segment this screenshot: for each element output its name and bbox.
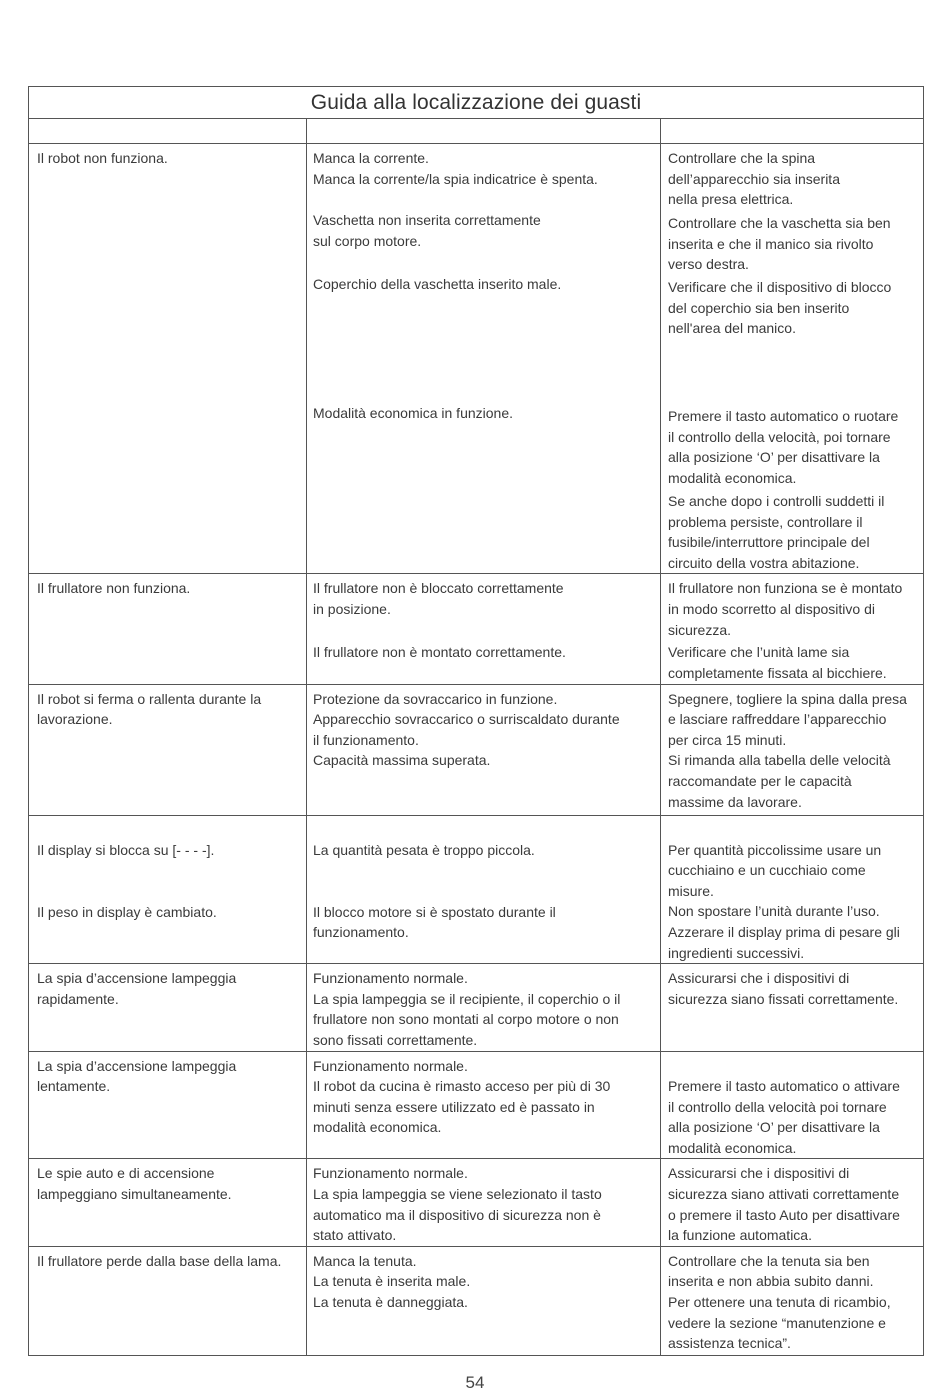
table-title: Guida alla localizzazione dei guasti bbox=[29, 87, 924, 119]
solution-cell bbox=[661, 144, 924, 574]
page-number: 54 bbox=[465, 1373, 485, 1392]
header-cell-solution bbox=[661, 119, 924, 144]
cause-text: Funzionamento normale. La spia lampeggia se viene selezionato il tasto automatico ma il dispositivo di sicurezza non è stato attivato. bbox=[313, 1165, 602, 1244]
header-cell-cause bbox=[307, 119, 661, 144]
solution-text: Non spostare l’unità durante l’uso. Azzerare il display prima di pesare gli ingredienti successivi. bbox=[668, 903, 900, 961]
cause-text: Il frullatore non è montato correttamente. bbox=[313, 644, 566, 661]
table-row bbox=[29, 684, 924, 815]
cause-text: Il blocco motore si è spostato durante il funzionamento. bbox=[313, 903, 556, 941]
cause-text: Coperchio della vaschetta inserito male. bbox=[313, 276, 562, 292]
problem-cell bbox=[29, 1051, 307, 1159]
cause-text: Funzionamento normale. La spia lampeggia se il recipiente, il coperchio o il frullatore non sono montati al corpo motore o non sono fissati correttamente. bbox=[313, 970, 621, 1048]
problem-cell bbox=[29, 964, 307, 1051]
table-row bbox=[29, 144, 924, 574]
problem-text: La spia d’accensione lampeggia rapidamente. bbox=[37, 970, 237, 1007]
cause-text: Funzionamento normale. Il robot da cucina è rimasto acceso per più di 30 minuti senza essere utilizzato ed è passato in modalità economica. bbox=[313, 1057, 611, 1136]
solution-cell bbox=[661, 574, 924, 684]
problem-cell bbox=[29, 1246, 307, 1355]
solution-cell bbox=[661, 1159, 924, 1246]
cause-text: La quantità pesata è troppo piccola. bbox=[313, 841, 535, 858]
header-cell-problem bbox=[29, 119, 307, 144]
table-row bbox=[29, 1159, 924, 1246]
problem-text: Il robot si ferma o rallenta durante la lavorazione. bbox=[37, 690, 262, 728]
solution-text: Se anche dopo i controlli suddetti il problema persiste, controllare il fusibile/interruttore principale del circuito della vostra abitazione. bbox=[668, 493, 885, 571]
cause-text: Protezione da sovraccarico in funzione. Apparecchio sovraccarico o surriscaldato durante il funzionamento. Capacità massima superata. bbox=[313, 690, 620, 769]
troubleshooting-table bbox=[28, 86, 924, 1356]
problem-text: La spia d’accensione lampeggia lentamente. bbox=[37, 1057, 237, 1095]
solution-text: Il frullatore non funziona se è montato in modo scorretto al dispositivo di sicurezza. bbox=[668, 580, 903, 638]
solution-cell bbox=[661, 964, 924, 1051]
problem-text: Le spie auto e di accensione lampeggiano simultaneamente. bbox=[37, 1165, 232, 1203]
cause-text: Modalità economica in funzione. bbox=[313, 405, 514, 421]
solution-text: Controllare che la tenuta sia ben inserita e non abbia subito danni. Per ottenere una tenuta di ricambio, vedere la sezione “manutenzione e assistenza tecnica”. bbox=[668, 1252, 891, 1352]
solution-text: Spegnere, togliere la spina dalla presa e lasciare raffreddare l’apparecchio per circa 15 minuti. Si rimanda alla tabella delle velocità raccomandate per le capacità massime da lavorare. bbox=[668, 690, 907, 810]
cause-cell bbox=[307, 1246, 661, 1355]
cause-text: Manca la tenuta. La tenuta è inserita male. La tenuta è danneggiata. bbox=[313, 1252, 471, 1311]
problem-text: Il display si blocca su [- - - -]. bbox=[37, 841, 215, 858]
problem-cell bbox=[29, 684, 307, 815]
problem-cell bbox=[29, 815, 307, 964]
table-row bbox=[29, 1246, 924, 1355]
header-row bbox=[29, 119, 924, 144]
cause-cell bbox=[307, 964, 661, 1051]
title-row bbox=[29, 87, 924, 119]
problem-text: Il frullatore perde dalla base della lama. bbox=[37, 1252, 282, 1269]
cause-cell bbox=[307, 684, 661, 815]
problem-cell bbox=[29, 574, 307, 684]
solution-cell bbox=[661, 684, 924, 815]
solution-text: Controllare che la vaschetta sia ben inserita e che il manico sia rivolto verso destra. bbox=[668, 215, 891, 273]
table-row bbox=[29, 574, 924, 684]
cause-text: Manca la corrente. Manca la corrente/la spia indicatrice è spenta. bbox=[313, 150, 598, 187]
solution-text: Verificare che il dispositivo di blocco del coperchio sia ben inserito nell'area del manico. bbox=[668, 279, 892, 337]
solution-text: Per quantità piccolissime usare un cucchiaino e un cucchiaio come misure. bbox=[668, 841, 882, 899]
problem-text: Il frullatore non funziona. bbox=[37, 580, 191, 597]
cause-cell bbox=[307, 574, 661, 684]
solution-text: Verificare che l’unità lame sia completamente fissata al bicchiere. bbox=[668, 644, 887, 681]
solution-cell bbox=[661, 1246, 924, 1355]
cause-text: Vaschetta non inserita correttamente sul corpo motore. bbox=[313, 212, 541, 249]
cause-text: Il frullatore non è bloccato correttamente in posizione. bbox=[313, 580, 564, 617]
table-row bbox=[29, 964, 924, 1051]
table-row bbox=[29, 815, 924, 964]
table-row bbox=[29, 1051, 924, 1159]
cause-cell bbox=[307, 815, 661, 964]
solution-text: Premere il tasto automatico o attivare il controllo della velocità poi tornare alla posizione ‘O’ per disattivare la modalità economica. bbox=[668, 1078, 900, 1156]
problem-text: Il robot non funziona. bbox=[37, 150, 168, 166]
cause-cell bbox=[307, 1159, 661, 1246]
problem-cell bbox=[29, 144, 307, 574]
solution-text: Controllare che la spina dell’apparecchio sia inserita nella presa elettrica. bbox=[668, 150, 840, 208]
solution-cell bbox=[661, 815, 924, 964]
solution-text: Premere il tasto automatico o ruotare il controllo della velocità, poi tornare alla posizione ‘O’ per disattivare la modalità economica. bbox=[668, 408, 899, 486]
problem-cell bbox=[29, 1159, 307, 1246]
solution-text: Assicurarsi che i dispositivi di sicurezza siano fissati correttamente. bbox=[668, 970, 899, 1007]
solution-text: Assicurarsi che i dispositivi di sicurezza siano attivati correttamente o premere il tasto Auto per disattivare la funzione automatica. bbox=[668, 1165, 900, 1244]
cause-cell bbox=[307, 1051, 661, 1159]
cause-cell bbox=[307, 144, 661, 574]
problem-text: Il peso in display è cambiato. bbox=[37, 903, 217, 920]
solution-cell bbox=[661, 1051, 924, 1159]
